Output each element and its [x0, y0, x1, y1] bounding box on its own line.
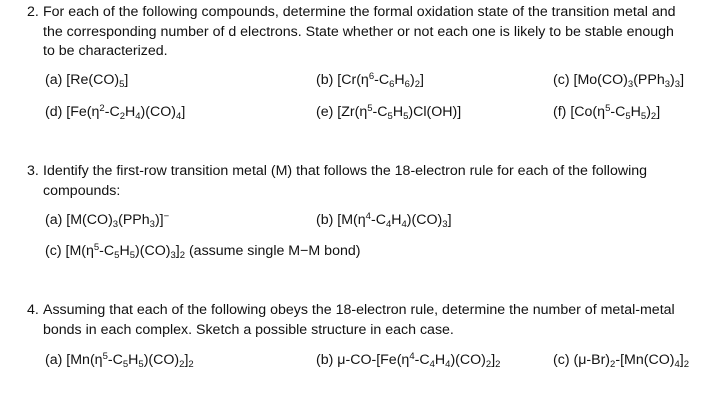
q2-compound-f [553, 103, 660, 121]
question-3-line-1: Identify the first-row transition metal (M) that follows the 18-electron rule for each of the following [43, 163, 648, 179]
q3-compound-a [45, 211, 169, 229]
q4-a-label: (a) [45, 352, 63, 368]
q2-compound-b [316, 71, 424, 89]
question-2-number: 2. [27, 4, 39, 20]
q4-a-formula: $[Mn(\eta^5-C_5H_5)(CO)_2]_2$ [66, 351, 194, 370]
q4-c-formula: $(\mu-Br)_2-[Mn(CO)_4]_2$ [573, 352, 689, 370]
q2-d-formula: $[Fe(\eta^2-C_2H_4)(CO)_4]$ [66, 103, 186, 122]
question-4-line-1: Assuming that each of the following obeys the 18-electron rule, determine the number of metal-metal [43, 302, 675, 318]
q3-c-label: (c) [45, 243, 62, 259]
question-4-text [27, 301, 707, 340]
q2-compound-a [45, 71, 128, 89]
q2-compound-c [553, 71, 684, 89]
q2-e-label: (e) [316, 104, 334, 120]
q4-c-label: (c) [553, 352, 570, 368]
q3-a-formula: $[M(CO)_3(PPh_3)]^-$ [66, 211, 170, 230]
q2-a-label: (a) [45, 72, 63, 88]
q2-d-label: (d) [45, 104, 63, 120]
question-3-text [27, 162, 707, 201]
question-3-number: 3. [27, 163, 39, 179]
q2-f-label: (f) [553, 104, 567, 120]
q2-f-formula: $[Co(\eta^5-C_5H_5)_2]$ [570, 103, 661, 122]
question-4-line-2: bonds in each complex. Sketch a possible structure in each case. [43, 321, 454, 338]
question-2-line-2: the corresponding number of d electrons. State whether or not each one is likely to be stable enough [43, 23, 674, 40]
question-2-line-1: For each of the following compounds, determine the formal oxidation state of the transition metal and [43, 4, 676, 20]
q4-compound-a [45, 351, 194, 369]
q4-b-label: (b) [316, 352, 334, 368]
q4-compound-b [316, 351, 500, 369]
q2-b-label: (b) [316, 72, 334, 88]
q3-b-label: (b) [316, 212, 334, 228]
q2-b-formula: $[Cr(\eta^6-C_6H_6)_2]$ [337, 71, 424, 90]
q2-e-formula: $[Zr(\eta^5-C_5H_5)Cl(OH)]$ [337, 103, 462, 122]
q2-c-label: (c) [553, 72, 570, 88]
question-2-line-3: to be characterized. [43, 43, 168, 59]
q3-compound-c [45, 242, 360, 260]
q2-a-formula: $[Re(CO)_5]$ [66, 72, 129, 90]
q3-a-label: (a) [45, 212, 63, 228]
q2-compound-e [316, 103, 461, 121]
q3-compound-b [316, 211, 452, 229]
q3-b-formula: $[M(\eta^4-C_4H_4)(CO)_3]$ [337, 211, 452, 230]
question-2-text [27, 3, 707, 62]
q2-compound-d [45, 103, 185, 121]
question-4-number: 4. [27, 302, 39, 318]
q2-c-formula: $[Mo(CO)_3(PPh_3)_3]$ [573, 72, 685, 90]
q3-c-formula: $[M(\eta^5-C_5H_5)(CO)_3]_2$ (assume single M−M bond) [65, 242, 361, 261]
q4-b-formula: $\mu-CO-[Fe(\eta^4-C_4H_4)(CO)_2]_2$ [337, 351, 501, 370]
q4-compound-c [553, 351, 689, 369]
question-3-line-2: compounds: [43, 182, 121, 199]
